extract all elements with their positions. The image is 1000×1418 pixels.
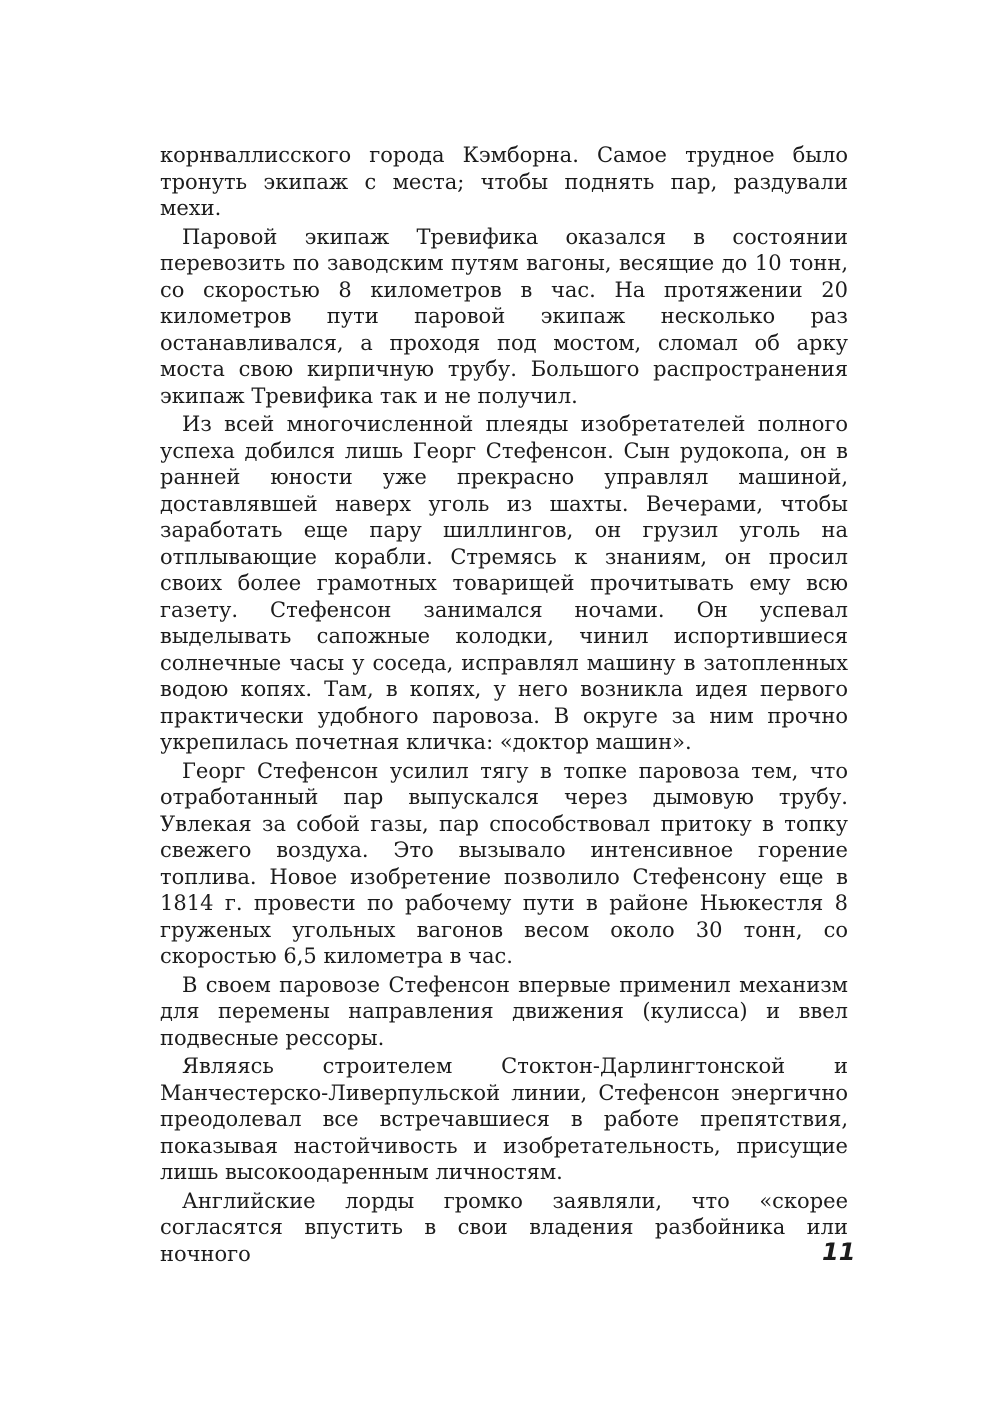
paragraph-railway-builder: Являясь строителем Стоктон-Дарлингтонской и Манчестерско-Ливерпульской линии, Стефенсон энергично преодолевал все встречавшиеся в работе препятствия, показывая настойчивость и изобретательность, присущие лишь высокоодаренным личностям.: [160, 1054, 848, 1184]
page-number: 11: [822, 1238, 856, 1266]
paragraph-reversing-gear: В своем паровозе Стефенсон впервые применил механизм для перемены направления движения (кулисса) и ввел подвесные рессоры.: [160, 972, 848, 1050]
paragraph-english-lords: Английские лорды громко заявляли, что «скорее согласятся впустить в свои владения разбойника или ночного: [160, 1188, 848, 1266]
paragraph-continuation: корнваллисского города Кэмборна. Самое трудное было тронуть экипаж с места; чтобы поднять пар, раздували мехи.: [160, 143, 848, 220]
paragraph-stephenson-biography: Из всей многочисленной плеяды изобретателей полного успеха добился лишь Георг Стефенсон. Сын рудокопа, он в ранней юности уже прекрасно управлял машиной, доставлявшей наверх уголь из шахты. Вечерами, чтобы заработать еще пару шиллингов, он грузил уголь на отплывающие корабли. Стремясь к знаниям, он просил своих более грамотных товарищей прочитывать ему всю газету. Стефенсон занимался ночами. Он успевал выделывать сапожные колодки, чинил испортившиеся солнечные часы у соседа, исправлял машину в затопленных водою копях. Там, в копях, у него возникла идея первого практически удобного паровоза. В округе за ним прочно укрепилась почетная кличка: «доктор машин».: [160, 412, 848, 754]
page-body-text: [160, 142, 848, 1269]
paragraph-trevithick-engine: Паровой экипаж Тревифика оказался в состоянии перевозить по заводским путям вагоны, весящие до 10 тонн, со скоростью 8 километров в час. На протяжении 20 километров пути паровой экипаж несколько раз останавливался, а проходя под мостом, сломал об арку моста свою кирпичную трубу. Большого распространения экипаж Тревифика так и не получил.: [160, 224, 848, 408]
paragraph-draft-improvement: Георг Стефенсон усилил тягу в топке паровоза тем, что отработанный пар выпускался через дымовую трубу. Увлекая за собой газы, пар способствовал притоку в топку свежего воздуха. Это вызывало интенсивное горение топлива. Новое изобретение позволило Стефенсону еще в 1814 г. провести по рабочему пути в районе Ньюкестля 8 груженых угольных вагонов весом около 30 тонн, со скоростью 6,5 километра в час.: [160, 758, 848, 968]
